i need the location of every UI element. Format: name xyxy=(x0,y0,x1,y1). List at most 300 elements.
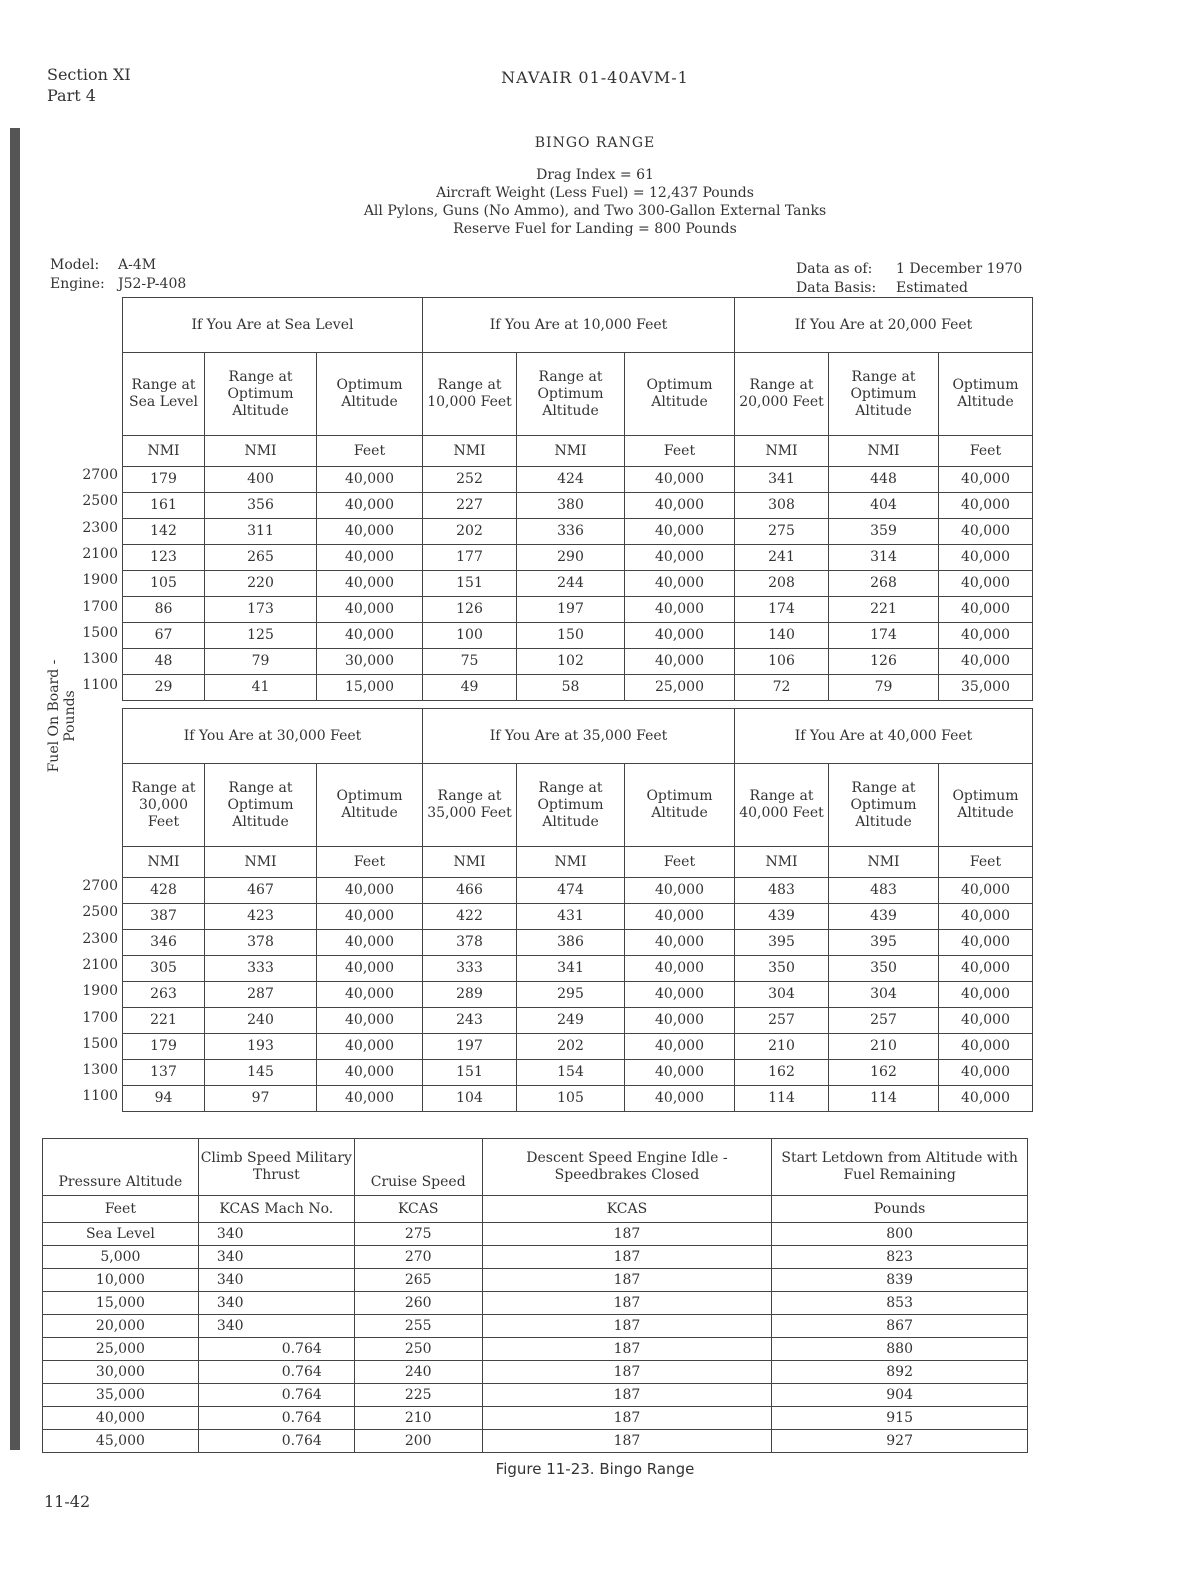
col-range-at: Range at Sea Level xyxy=(123,353,205,436)
cell-climb xyxy=(198,1384,354,1407)
cell-range-opt: 336 xyxy=(517,519,625,545)
col-range-optimum: Range at Optimum Altitude xyxy=(205,353,317,436)
cell-altitude: 15,000 xyxy=(43,1292,199,1315)
cell-mach: 0.764 xyxy=(281,1340,322,1357)
cell-opt-alt: 40,000 xyxy=(625,571,735,597)
cell-range: 243 xyxy=(423,1008,517,1034)
cell-opt-alt: 40,000 xyxy=(939,956,1033,982)
col-range-optimum: Range at Optimum Altitude xyxy=(517,764,625,847)
table-row xyxy=(123,1008,1033,1034)
cell-climb xyxy=(198,1407,354,1430)
cell-range: 208 xyxy=(735,571,829,597)
col-range-optimum: Range at Optimum Altitude xyxy=(829,353,939,436)
cell-range: 151 xyxy=(423,571,517,597)
cell-opt-alt: 40,000 xyxy=(317,930,423,956)
cell-range: 308 xyxy=(735,493,829,519)
cell-range-opt: 220 xyxy=(205,571,317,597)
cell-climb xyxy=(198,1361,354,1384)
cell-mach: 0.764 xyxy=(281,1386,322,1403)
group-title: If You Are at 35,000 Feet xyxy=(423,709,735,764)
cell-descent: 187 xyxy=(482,1361,772,1384)
cell-range: 241 xyxy=(735,545,829,571)
table-row xyxy=(123,623,1033,649)
fuel-row-label: 1100 xyxy=(82,677,118,694)
cell-range: 67 xyxy=(123,623,205,649)
cell-range: 422 xyxy=(423,904,517,930)
cell-range: 227 xyxy=(423,493,517,519)
cell-range-opt: 265 xyxy=(205,545,317,571)
cell-range-opt: 58 xyxy=(517,675,625,701)
cell-letdown: 927 xyxy=(772,1430,1028,1453)
cell-opt-alt: 40,000 xyxy=(317,1008,423,1034)
cell-kcas: 340 xyxy=(216,1248,244,1265)
group-title: If You Are at 10,000 Feet xyxy=(423,298,735,353)
cell-range: 123 xyxy=(123,545,205,571)
cell-mach: 0.764 xyxy=(281,1363,322,1380)
cell-range: 439 xyxy=(735,904,829,930)
cell-range: 333 xyxy=(423,956,517,982)
table-row xyxy=(123,982,1033,1008)
table-row xyxy=(123,597,1033,623)
table-row xyxy=(43,1223,1028,1246)
cell-range: 179 xyxy=(123,467,205,493)
cell-letdown: 892 xyxy=(772,1361,1028,1384)
cell-range-opt: 356 xyxy=(205,493,317,519)
table-row xyxy=(123,649,1033,675)
model-engine-info xyxy=(50,256,186,294)
cell-range-opt: 424 xyxy=(517,467,625,493)
cell-opt-alt: 35,000 xyxy=(939,675,1033,701)
unit-feet: Feet xyxy=(625,847,735,878)
col-range-at: Range at 30,000 Feet xyxy=(123,764,205,847)
cell-opt-alt: 40,000 xyxy=(317,1060,423,1086)
data-basis-label: Data Basis: xyxy=(796,280,877,296)
cell-range: 161 xyxy=(123,493,205,519)
cell-altitude: 20,000 xyxy=(43,1315,199,1338)
cell-range-opt: 341 xyxy=(517,956,625,982)
cell-opt-alt: 40,000 xyxy=(939,1086,1033,1112)
cell-range-opt: 290 xyxy=(517,545,625,571)
fuel-row-label: 1300 xyxy=(82,1062,118,1079)
cell-range-opt: 311 xyxy=(205,519,317,545)
table-row xyxy=(43,1361,1028,1384)
cell-range: 75 xyxy=(423,649,517,675)
cell-letdown: 867 xyxy=(772,1315,1028,1338)
model-value: A-4M xyxy=(118,257,157,273)
cell-altitude: Sea Level xyxy=(43,1223,199,1246)
hdr-cruise-speed: Cruise Speed xyxy=(354,1139,482,1196)
cell-range: 305 xyxy=(123,956,205,982)
cell-opt-alt: 40,000 xyxy=(317,545,423,571)
cell-range-opt: 314 xyxy=(829,545,939,571)
cell-opt-alt: 40,000 xyxy=(317,878,423,904)
cell-range-opt: 483 xyxy=(829,878,939,904)
cell-opt-alt: 30,000 xyxy=(317,649,423,675)
cell-opt-alt: 40,000 xyxy=(625,1060,735,1086)
title-line: Drag Index = 61 xyxy=(536,167,654,183)
cell-range-opt: 439 xyxy=(829,904,939,930)
title-block xyxy=(0,134,1190,238)
table-row xyxy=(43,1384,1028,1407)
cell-letdown: 853 xyxy=(772,1292,1028,1315)
unit-feet: Feet xyxy=(43,1196,199,1223)
cell-range-opt: 41 xyxy=(205,675,317,701)
cell-opt-alt: 40,000 xyxy=(317,904,423,930)
hdr-descent-speed: Descent Speed Engine Idle - Speedbrakes Closed xyxy=(482,1139,772,1196)
cell-climb xyxy=(198,1338,354,1361)
table-row xyxy=(123,956,1033,982)
cell-range-opt: 202 xyxy=(517,1034,625,1060)
cell-range-opt: 474 xyxy=(517,878,625,904)
cell-opt-alt: 40,000 xyxy=(939,930,1033,956)
data-as-of-label: Data as of: xyxy=(796,261,873,277)
cell-range-opt: 154 xyxy=(517,1060,625,1086)
cell-range-opt: 431 xyxy=(517,904,625,930)
cell-range: 151 xyxy=(423,1060,517,1086)
cell-mach xyxy=(322,1318,344,1335)
cell-range-opt: 380 xyxy=(517,493,625,519)
cell-kcas: 340 xyxy=(216,1225,244,1242)
cell-range-opt: 287 xyxy=(205,982,317,1008)
cell-kcas xyxy=(217,1433,257,1450)
cell-opt-alt: 40,000 xyxy=(625,930,735,956)
cell-descent: 187 xyxy=(482,1338,772,1361)
cell-opt-alt: 40,000 xyxy=(317,623,423,649)
title-line: Aircraft Weight (Less Fuel) = 12,437 Pounds xyxy=(436,185,754,201)
cell-range: 126 xyxy=(423,597,517,623)
table-row xyxy=(123,1034,1033,1060)
table-row xyxy=(43,1246,1028,1269)
cell-range: 197 xyxy=(423,1034,517,1060)
cell-opt-alt: 40,000 xyxy=(939,904,1033,930)
cell-altitude: 30,000 xyxy=(43,1361,199,1384)
data-basis-value: Estimated xyxy=(896,280,969,296)
cell-range: 252 xyxy=(423,467,517,493)
cell-kcas xyxy=(217,1410,257,1427)
group-title: If You Are at 40,000 Feet xyxy=(735,709,1033,764)
data-info xyxy=(796,260,1022,298)
cell-opt-alt: 40,000 xyxy=(939,467,1033,493)
table-row xyxy=(123,675,1033,701)
fuel-row-label: 2100 xyxy=(82,545,118,562)
table-row xyxy=(43,1430,1028,1453)
cell-opt-alt: 40,000 xyxy=(625,623,735,649)
part-label: Part 4 xyxy=(47,86,96,105)
cell-cruise: 255 xyxy=(354,1315,482,1338)
unit-cruise-kcas: KCAS xyxy=(354,1196,482,1223)
col-range-optimum: Range at Optimum Altitude xyxy=(517,353,625,436)
unit-nmi: NMI xyxy=(205,436,317,467)
cell-opt-alt: 40,000 xyxy=(939,597,1033,623)
cell-range-opt: 400 xyxy=(205,467,317,493)
col-range-at: Range at 35,000 Feet xyxy=(423,764,517,847)
cell-opt-alt: 40,000 xyxy=(939,519,1033,545)
table-row xyxy=(43,1407,1028,1430)
fuel-axis-label: Fuel On Board - Pounds xyxy=(46,659,78,773)
cell-letdown: 880 xyxy=(772,1338,1028,1361)
table-row xyxy=(123,1060,1033,1086)
engine-label: Engine: xyxy=(50,276,105,292)
change-bar xyxy=(10,128,20,1450)
cell-opt-alt: 40,000 xyxy=(939,1034,1033,1060)
cell-cruise: 210 xyxy=(354,1407,482,1430)
cell-range: 304 xyxy=(735,982,829,1008)
table-row xyxy=(123,545,1033,571)
group-title: If You Are at Sea Level xyxy=(123,298,423,353)
cell-opt-alt: 40,000 xyxy=(625,493,735,519)
cell-kcas: 340 xyxy=(216,1317,244,1334)
cell-range-opt: 249 xyxy=(517,1008,625,1034)
col-optimum-altitude: Optimum Altitude xyxy=(625,353,735,436)
cell-range: 289 xyxy=(423,982,517,1008)
unit-pounds: Pounds xyxy=(772,1196,1028,1223)
cell-opt-alt: 40,000 xyxy=(939,545,1033,571)
cell-descent: 187 xyxy=(482,1315,772,1338)
col-range-optimum: Range at Optimum Altitude xyxy=(205,764,317,847)
cell-range-opt: 210 xyxy=(829,1034,939,1060)
cell-range-opt: 304 xyxy=(829,982,939,1008)
cell-range-opt: 221 xyxy=(829,597,939,623)
cell-opt-alt: 40,000 xyxy=(317,493,423,519)
cell-range-opt: 423 xyxy=(205,904,317,930)
cell-range: 387 xyxy=(123,904,205,930)
col-optimum-altitude: Optimum Altitude xyxy=(317,764,423,847)
cell-range: 346 xyxy=(123,930,205,956)
cell-climb xyxy=(198,1292,354,1315)
cell-cruise: 240 xyxy=(354,1361,482,1384)
cell-descent: 187 xyxy=(482,1223,772,1246)
fuel-row-label: 1500 xyxy=(82,1035,118,1052)
col-optimum-altitude: Optimum Altitude xyxy=(939,353,1033,436)
fuel-row-label: 1100 xyxy=(82,1088,118,1105)
cell-descent: 187 xyxy=(482,1292,772,1315)
cell-range: 86 xyxy=(123,597,205,623)
cell-kcas: 340 xyxy=(216,1271,244,1288)
unit-feet: Feet xyxy=(939,847,1033,878)
fuel-row-label: 1900 xyxy=(82,572,118,589)
group-title: If You Are at 20,000 Feet xyxy=(735,298,1033,353)
col-optimum-altitude: Optimum Altitude xyxy=(625,764,735,847)
cell-climb xyxy=(198,1430,354,1453)
cell-mach: 0.764 xyxy=(281,1409,322,1426)
bingo-table xyxy=(122,708,1033,1112)
cell-range: 72 xyxy=(735,675,829,701)
cell-cruise: 260 xyxy=(354,1292,482,1315)
cell-kcas xyxy=(217,1387,257,1404)
cell-opt-alt: 40,000 xyxy=(317,956,423,982)
data-as-of-value: 1 December 1970 xyxy=(896,261,1023,277)
cell-opt-alt: 40,000 xyxy=(625,878,735,904)
cell-altitude: 5,000 xyxy=(43,1246,199,1269)
cell-opt-alt: 40,000 xyxy=(625,545,735,571)
cell-letdown: 800 xyxy=(772,1223,1028,1246)
cell-range: 137 xyxy=(123,1060,205,1086)
cell-range: 162 xyxy=(735,1060,829,1086)
cell-opt-alt: 40,000 xyxy=(317,597,423,623)
unit-feet: Feet xyxy=(317,847,423,878)
fuel-row-label: 2700 xyxy=(82,878,118,894)
speed-table xyxy=(42,1138,1028,1453)
cell-kcas xyxy=(217,1341,257,1358)
cell-range-opt: 333 xyxy=(205,956,317,982)
figure-title: BINGO RANGE xyxy=(534,135,656,151)
fuel-row-label: 1500 xyxy=(82,624,118,641)
unit-nmi: NMI xyxy=(735,847,829,878)
unit-nmi: NMI xyxy=(517,436,625,467)
unit-feet: Feet xyxy=(939,436,1033,467)
hdr-pressure-altitude: Pressure Altitude xyxy=(43,1139,199,1196)
cell-range-opt: 79 xyxy=(205,649,317,675)
cell-altitude: 25,000 xyxy=(43,1338,199,1361)
table-row xyxy=(123,467,1033,493)
cell-range: 483 xyxy=(735,878,829,904)
cell-range: 263 xyxy=(123,982,205,1008)
cell-range-opt: 197 xyxy=(517,597,625,623)
cell-range-opt: 295 xyxy=(517,982,625,1008)
table-row xyxy=(43,1338,1028,1361)
fuel-row-label: 2700 xyxy=(82,467,118,483)
fuel-row-label: 2500 xyxy=(82,904,118,921)
unit-nmi: NMI xyxy=(423,847,517,878)
unit-nmi: NMI xyxy=(829,847,939,878)
cell-opt-alt: 40,000 xyxy=(625,649,735,675)
cell-climb xyxy=(198,1246,354,1269)
cell-range-opt: 378 xyxy=(205,930,317,956)
cell-opt-alt: 40,000 xyxy=(625,597,735,623)
cell-kcas: 340 xyxy=(216,1294,244,1311)
cell-range: 49 xyxy=(423,675,517,701)
table-row xyxy=(123,930,1033,956)
cell-range-opt: 268 xyxy=(829,571,939,597)
cell-altitude: 35,000 xyxy=(43,1384,199,1407)
table-row xyxy=(123,904,1033,930)
col-range-at: Range at 40,000 Feet xyxy=(735,764,829,847)
unit-nmi: NMI xyxy=(123,436,205,467)
cell-opt-alt: 40,000 xyxy=(939,982,1033,1008)
table-row xyxy=(43,1315,1028,1338)
cell-range: 210 xyxy=(735,1034,829,1060)
cell-mach xyxy=(322,1272,344,1289)
cell-range: 221 xyxy=(123,1008,205,1034)
cell-range-opt: 240 xyxy=(205,1008,317,1034)
cell-range: 142 xyxy=(123,519,205,545)
cell-opt-alt: 40,000 xyxy=(625,467,735,493)
cell-opt-alt: 15,000 xyxy=(317,675,423,701)
cell-range: 104 xyxy=(423,1086,517,1112)
cell-opt-alt: 40,000 xyxy=(939,493,1033,519)
col-optimum-altitude: Optimum Altitude xyxy=(317,353,423,436)
cell-opt-alt: 40,000 xyxy=(317,1086,423,1112)
cell-range: 428 xyxy=(123,878,205,904)
cell-range-opt: 125 xyxy=(205,623,317,649)
cell-descent: 187 xyxy=(482,1407,772,1430)
fuel-row-label: 2500 xyxy=(82,493,118,510)
table-row xyxy=(123,519,1033,545)
hdr-climb-speed: Climb Speed Military Thrust xyxy=(198,1139,354,1196)
cell-opt-alt: 40,000 xyxy=(625,519,735,545)
cell-range: 48 xyxy=(123,649,205,675)
cell-letdown: 823 xyxy=(772,1246,1028,1269)
cell-descent: 187 xyxy=(482,1269,772,1292)
hdr-start-letdown: Start Letdown from Altitude with Fuel Remaining xyxy=(772,1139,1028,1196)
cell-opt-alt: 40,000 xyxy=(939,571,1033,597)
figure-caption: Figure 11-23. Bingo Range xyxy=(495,1460,695,1478)
cell-descent: 187 xyxy=(482,1246,772,1269)
cell-range-opt: 257 xyxy=(829,1008,939,1034)
cell-opt-alt: 40,000 xyxy=(939,1008,1033,1034)
cell-range-opt: 114 xyxy=(829,1086,939,1112)
cell-range: 106 xyxy=(735,649,829,675)
cell-opt-alt: 40,000 xyxy=(625,904,735,930)
col-range-at: Range at 20,000 Feet xyxy=(735,353,829,436)
unit-nmi: NMI xyxy=(205,847,317,878)
cell-cruise: 225 xyxy=(354,1384,482,1407)
cell-range-opt: 350 xyxy=(829,956,939,982)
cell-opt-alt: 40,000 xyxy=(625,982,735,1008)
cell-climb xyxy=(198,1269,354,1292)
page-number: 11-42 xyxy=(44,1492,91,1511)
cell-range-opt: 193 xyxy=(205,1034,317,1060)
cell-opt-alt: 40,000 xyxy=(939,1060,1033,1086)
fuel-row-label: 2100 xyxy=(82,956,118,973)
cell-letdown: 915 xyxy=(772,1407,1028,1430)
table-row xyxy=(123,493,1033,519)
cell-range-opt: 467 xyxy=(205,878,317,904)
table-row xyxy=(43,1292,1028,1315)
document-id: NAVAIR 01-40AVM-1 xyxy=(501,68,689,87)
cell-range-opt: 244 xyxy=(517,571,625,597)
cell-mach xyxy=(322,1295,344,1312)
unit-feet: Feet xyxy=(317,436,423,467)
cell-range-opt: 404 xyxy=(829,493,939,519)
bingo-table xyxy=(122,297,1033,701)
model-label: Model: xyxy=(50,257,100,273)
cell-range: 105 xyxy=(123,571,205,597)
fuel-row-label: 1700 xyxy=(82,1009,118,1026)
col-optimum-altitude: Optimum Altitude xyxy=(939,764,1033,847)
cell-letdown: 904 xyxy=(772,1384,1028,1407)
cell-kcas xyxy=(217,1364,257,1381)
cell-range: 100 xyxy=(423,623,517,649)
cell-mach: 0.764 xyxy=(281,1432,322,1449)
unit-nmi: NMI xyxy=(517,847,625,878)
cell-opt-alt: 40,000 xyxy=(317,467,423,493)
cell-range: 114 xyxy=(735,1086,829,1112)
cell-range-opt: 359 xyxy=(829,519,939,545)
cell-range-opt: 105 xyxy=(517,1086,625,1112)
cell-range: 202 xyxy=(423,519,517,545)
cell-range: 94 xyxy=(123,1086,205,1112)
unit-nmi: NMI xyxy=(735,436,829,467)
cell-altitude: 45,000 xyxy=(43,1430,199,1453)
cell-descent: 187 xyxy=(482,1430,772,1453)
group-title: If You Are at 30,000 Feet xyxy=(123,709,423,764)
cell-opt-alt: 40,000 xyxy=(625,1086,735,1112)
table-row xyxy=(123,571,1033,597)
cell-opt-alt: 25,000 xyxy=(625,675,735,701)
cell-descent: 187 xyxy=(482,1384,772,1407)
cell-range-opt: 150 xyxy=(517,623,625,649)
fuel-row-label: 2300 xyxy=(82,930,118,947)
unit-feet: Feet xyxy=(625,436,735,467)
cell-range: 341 xyxy=(735,467,829,493)
unit-kcas-mach: KCAS Mach No. xyxy=(198,1196,354,1223)
cell-range-opt: 174 xyxy=(829,623,939,649)
cell-range-opt: 386 xyxy=(517,930,625,956)
cell-range-opt: 173 xyxy=(205,597,317,623)
cell-opt-alt: 40,000 xyxy=(317,982,423,1008)
cell-cruise: 250 xyxy=(354,1338,482,1361)
